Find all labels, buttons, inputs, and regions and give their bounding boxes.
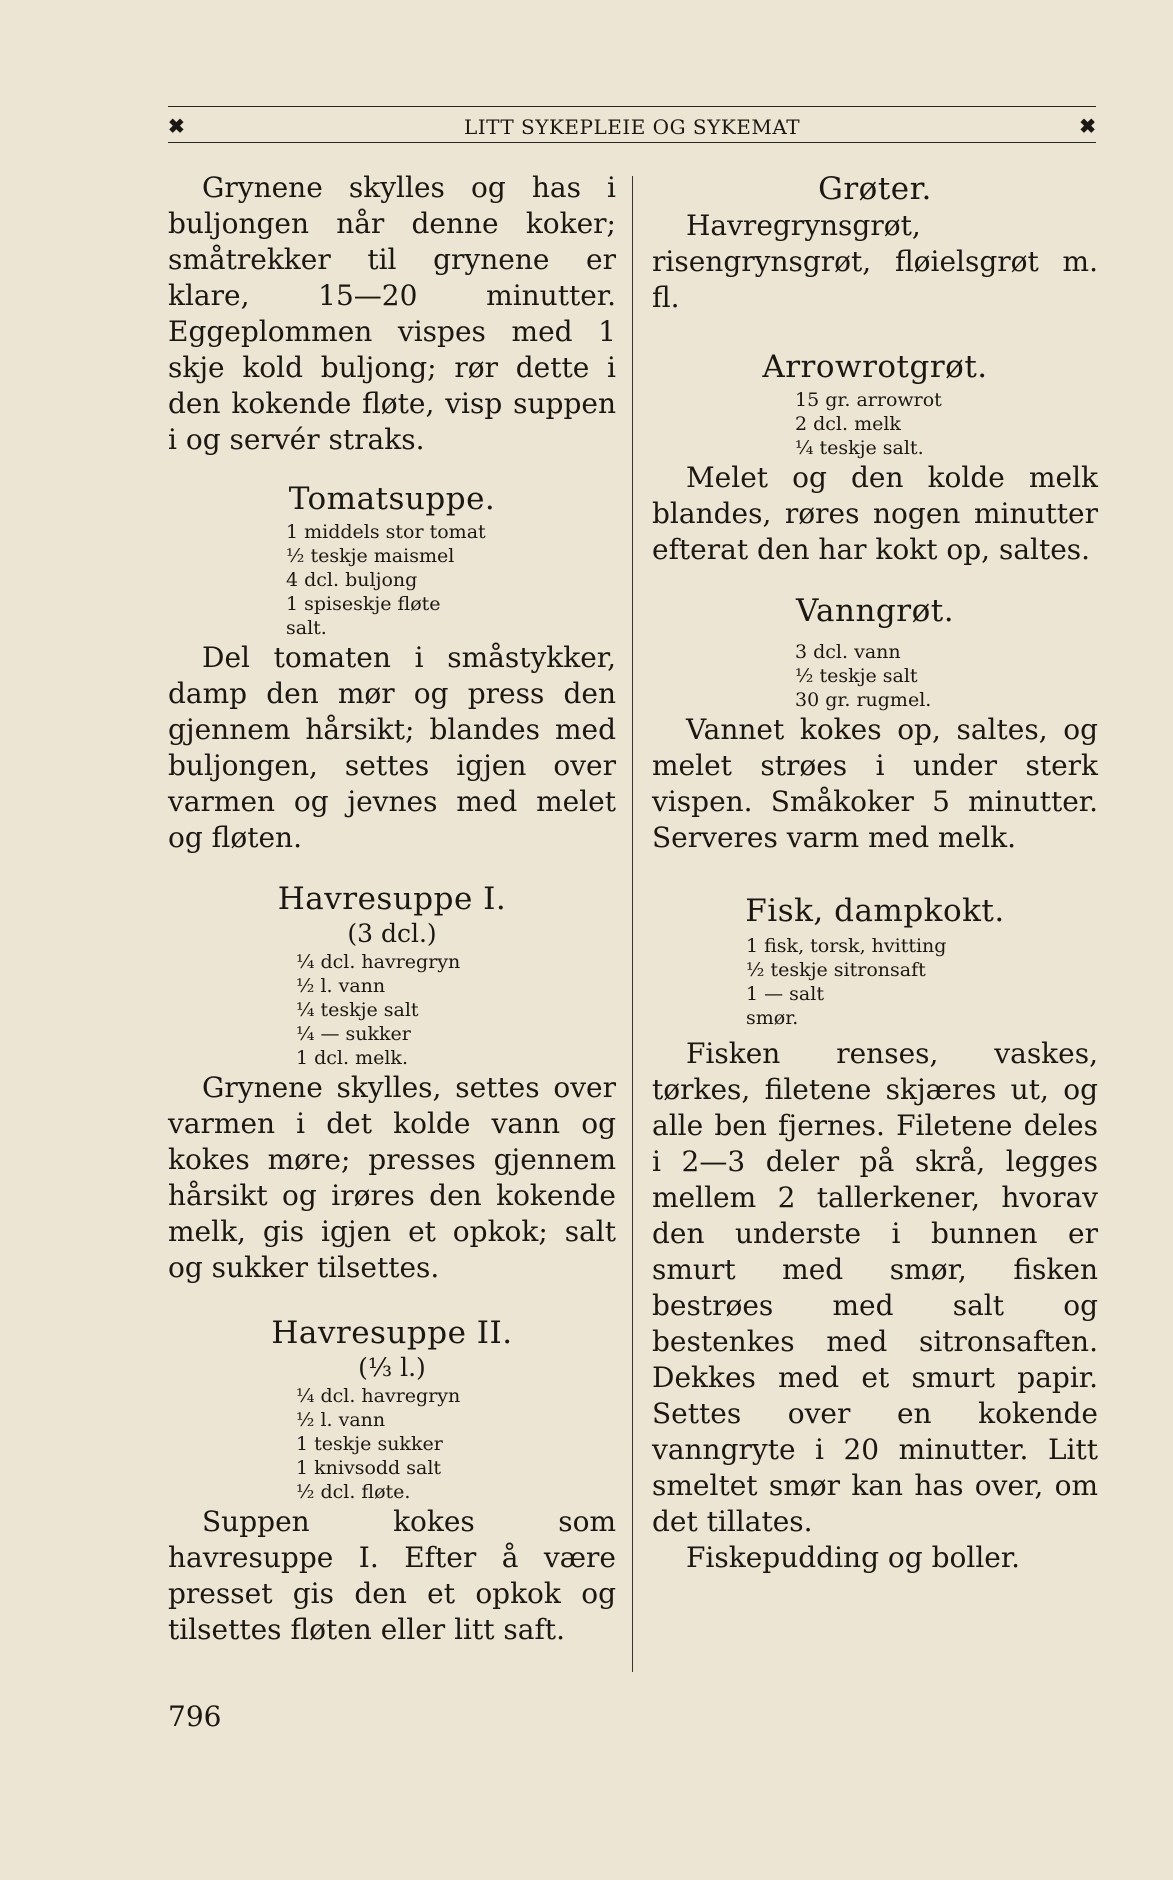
- ingredient: 1 spiseskje fløte: [286, 593, 441, 615]
- ingredient: ½ l. vann: [296, 975, 386, 997]
- ingredient: ½ l. vann: [296, 1409, 386, 1431]
- ingredient: 3 dcl. vann: [795, 641, 901, 663]
- fisk-text: Fisken renses, vaskes, tørkes, filetene skjæres ut, og alle ben fjernes. Filetene deles i 2—3 deler på skrå, legges mellem 2 tallerkener, hvorav den underste i bunnen er smurt med smør, fisken bestrøes med salt og bestenkes med sitronsaften. Dekkes med et smurt papir. Settes over en kokende vanngryte i 20 minutter. Litt smeltet smør kan has over, om det tillates.: [652, 1037, 1098, 1538]
- page-number: 796: [168, 1700, 222, 1733]
- ingredient: smør.: [746, 1007, 799, 1029]
- vanngrot-ingredients: [795, 640, 1098, 712]
- havresuppe2-heading: Havresuppe II.: [271, 1315, 513, 1351]
- fisk-heading: Fisk, dampkokt.: [745, 893, 1005, 929]
- ingredient: ½ teskje maismel: [286, 545, 455, 567]
- vanngrot-heading: Vanngrøt.: [795, 593, 955, 629]
- arrowrot-ingredients: [795, 388, 1098, 460]
- havresuppe2-text: Suppen kokes som havresuppe I. Efter å være presset gis den et opkok og tilsettes fløten eller litt saft.: [168, 1505, 616, 1646]
- ingredient: 1 — salt: [746, 983, 824, 1005]
- vanngrot-text: Vannet kokes op, saltes, og melet strøes i under sterk vispen. Småkoker 5 minutter. Serveres varm med melk.: [652, 713, 1098, 854]
- ingredient: ¼ teskje salt.: [795, 437, 924, 459]
- groter-heading: Grøter.: [818, 171, 932, 207]
- intro-paragraph: Grynene skylles og has i buljongen når denne koker; småtrekker til grynene er klare, 15—20 minutter. Eggeplommen vispes med 1 skje kold buljong; rør dette i den kokende fløte, visp suppen i og servér straks.: [168, 171, 616, 456]
- ingredient: 1 fisk, torsk, hvitting: [746, 935, 947, 957]
- havresuppe1-ingredients: [296, 950, 616, 1070]
- header-left-mark: ✖: [168, 114, 185, 138]
- tomatsuppe-text: Del tomaten i småstykker, damp den mør og press den gjennem hårsikt; blandes med buljongen, settes igjen over varmen og jevnes med melet og fløten.: [168, 641, 616, 854]
- havresuppe1-text: Grynene skylles, settes over varmen i det kolde vann og kokes møre; presses gjennem hårsikt og irøres den kokende melk, gis igjen et opkok; salt og sukker tilsettes.: [168, 1071, 616, 1284]
- ingredient: 30 gr. rugmel.: [795, 689, 932, 711]
- ingredient: 1 middels stor tomat: [286, 521, 486, 543]
- ingredient: 4 dcl. buljong: [286, 569, 418, 591]
- groter-text: Havregrynsgrøt, risengrynsgrøt, fløielsgrøt m. fl.: [652, 209, 1098, 314]
- ingredient: ¼ dcl. havregryn: [296, 1385, 461, 1407]
- right-column: [652, 170, 1098, 1576]
- havresuppe2-ingredients: [296, 1384, 616, 1504]
- havresuppe2-yield: (⅓ l.): [358, 1353, 426, 1382]
- havresuppe1-yield: (3 dcl.): [347, 919, 437, 948]
- havresuppe1-heading: Havresuppe I.: [277, 881, 507, 917]
- header-title: LITT SYKEPLEIE OG SYKEMAT: [463, 115, 801, 139]
- header-rule: [168, 142, 1096, 143]
- running-header: [168, 114, 1096, 140]
- ingredient: ½ teskje salt: [795, 665, 918, 687]
- next-section-title: Fiskepudding og boller.: [686, 1541, 1021, 1574]
- ingredient: ¼ dcl. havregryn: [296, 951, 461, 973]
- ingredient: salt.: [286, 617, 327, 639]
- arrowrot-heading: Arrowrotgrøt.: [762, 349, 988, 385]
- ingredient: ¼ — sukker: [296, 1023, 411, 1045]
- tomatsuppe-heading: Tomatsuppe.: [288, 481, 496, 517]
- ingredient: 1 knivsodd salt: [296, 1457, 442, 1479]
- header-right-mark: ✖: [1079, 114, 1096, 138]
- top-rule: [168, 106, 1096, 107]
- tomatsuppe-ingredients: [286, 520, 616, 640]
- ingredient: ½ dcl. fløte.: [296, 1481, 411, 1503]
- ingredient: ¼ teskje salt: [296, 999, 419, 1021]
- arrowrot-text: Melet og den kolde melk blandes, røres nogen minutter efterat den har kokt op, saltes.: [652, 461, 1098, 566]
- ingredient: 1 dcl. melk.: [296, 1047, 408, 1069]
- fisk-ingredients: [746, 934, 1098, 1030]
- left-column: [168, 170, 616, 1648]
- column-divider: [632, 176, 633, 1672]
- ingredient: 2 dcl. melk: [795, 413, 901, 435]
- ingredient: 1 teskje sukker: [296, 1433, 443, 1455]
- ingredient: ½ teskje sitronsaft: [746, 959, 926, 981]
- ingredient: 15 gr. arrowrot: [795, 389, 942, 411]
